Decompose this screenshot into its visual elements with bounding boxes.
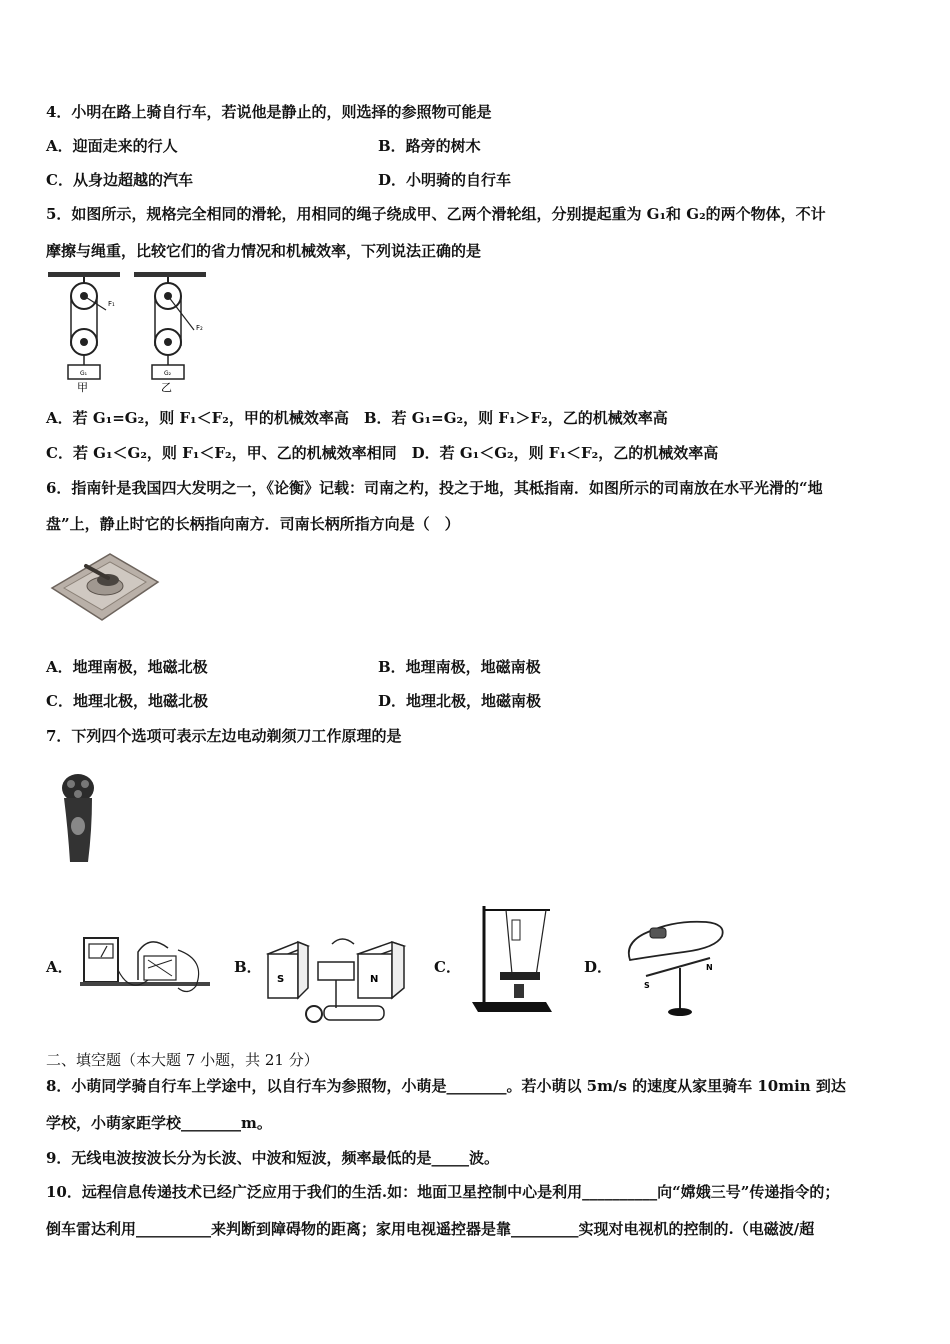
q9-line: 9．无线电波按波长分为长波、中波和短波，频率最低的是_____波。	[46, 1149, 499, 1167]
q6-stem-line-1: 6．指南针是我国四大发明之一，《论衡》记载：司南之杓，投之于地，其柢指南．如图所示的司南放在水平光滑的“地	[46, 479, 823, 497]
weight-label-g2: G₂	[164, 370, 172, 377]
q7-option-a-label: A．	[46, 958, 73, 976]
section-2-title: 二、填空题（本大题 7 小题，共 21 分）	[46, 1051, 319, 1069]
q7-stem: 7．下列四个选项可表示左边电动剃须刀工作原理的是	[46, 727, 402, 745]
q4-option-b: B．路旁的树木	[378, 137, 481, 155]
q5-stem-line-1: 5．如图所示，规格完全相同的滑轮，用相同的绳子绕成甲、乙两个滑轮组，分别提起重为 G₁和 G₂的两个物体，不计	[46, 205, 826, 223]
q6-option-a: A．地理南极，地磁北极	[46, 658, 208, 676]
q8-line-1: 8．小萌同学骑自行车上学途中，以自行车为参照物，小萌是________。若小萌以 5m/s 的速度从家里骑车 10min 到达	[46, 1077, 846, 1095]
label-yi: 乙	[161, 381, 172, 394]
q7-figure-c-induction	[466, 902, 556, 1014]
force-label-f2: F₂	[196, 324, 203, 332]
q5-options-line-1: A．若 G₁=G₂，则 F₁＜F₂，甲的机械效率高 B．若 G₁=G₂，则 F₁＞F₂，乙的机械效率高	[46, 409, 668, 427]
electric-shaver-image	[56, 770, 102, 870]
q7-option-b-label: B．	[234, 958, 262, 976]
q8-line-2: 学校，小萌家距学校________m。	[46, 1114, 272, 1132]
ceiling-hatch-left	[48, 272, 120, 277]
label-jia: 甲	[77, 381, 88, 394]
q4-option-a: A．迎面走来的行人	[46, 137, 178, 155]
q6-option-d: D．地理北极，地磁南极	[378, 692, 542, 710]
q7-figure-a-generator	[78, 930, 214, 1002]
q10-line-2: 倒车雷达利用__________来判断到障碍物的距离；家用电视遥控器是靠_________实现对电视机的控制的.（电磁波/超	[46, 1220, 815, 1238]
sinan-compass-image	[48, 548, 160, 624]
q10-line-1: 10．远程信息传递技术已经广泛应用于我们的生活.如：地面卫星控制中心是利用__________向“嫦娥三号”传递指令的；	[46, 1183, 840, 1201]
ceiling-hatch-right	[134, 272, 206, 277]
q4-option-c: C．从身边超越的汽车	[46, 171, 193, 189]
magnet-north-label: N	[370, 974, 379, 985]
q5-stem-line-2: 摩擦与绳重，比较它们的省力情况和机械效率，下列说法正确的是	[46, 242, 482, 260]
q6-stem-line-2: 盘”上，静止时它的长柄指向南方．司南长柄所指方向是（ ）	[46, 515, 460, 533]
needle-north-label: N	[706, 963, 713, 972]
needle-south-label: S	[644, 981, 650, 990]
pulley-systems-figure	[46, 270, 216, 394]
q4-stem: 4．小明在路上骑自行车，若说他是静止的，则选择的参照物可能是	[46, 103, 492, 121]
q7-figure-d-oersted	[624, 912, 728, 1020]
q6-option-c: C．地理北极，地磁北极	[46, 692, 208, 710]
q5-options-line-2: C．若 G₁＜G₂，则 F₁＜F₂，甲、乙的机械效率相同 D．若 G₁＜G₂，则 F₁＜F₂，乙的机械效率高	[46, 444, 719, 462]
weight-label-g1: G₁	[80, 370, 88, 377]
q7-figure-b-motor	[262, 930, 410, 1026]
force-label-f1: F₁	[108, 300, 115, 308]
q4-option-d: D．小明骑的自行车	[378, 171, 512, 189]
q7-option-c-label: C．	[434, 958, 461, 976]
q7-option-d-label: D．	[584, 958, 613, 976]
magnet-south-label: S	[277, 974, 285, 985]
q6-option-b: B．地理南极，地磁南极	[378, 658, 541, 676]
